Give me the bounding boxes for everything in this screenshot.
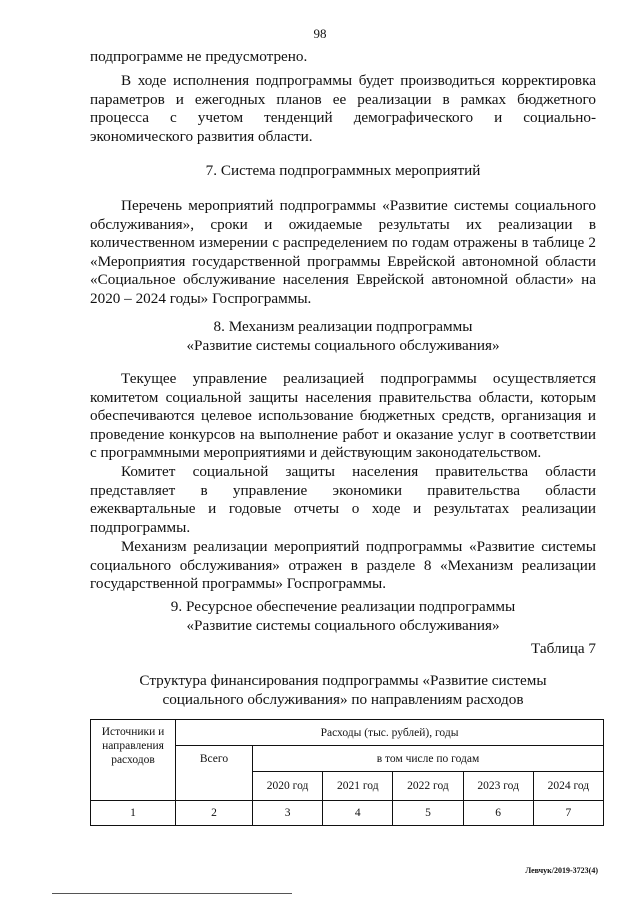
financing-table	[90, 719, 604, 826]
text-line: проведение конкурсов на выполнение работ и оказание услуг в соответствии	[90, 425, 596, 443]
text-line: подпрограммы.	[90, 518, 191, 536]
page-number: 98	[313, 26, 327, 41]
text-line: Текущее управление реализацией подпрограммы осуществляется	[121, 370, 596, 387]
column-number: 7	[533, 801, 603, 826]
header-by-years: в том числе по годам	[253, 746, 604, 772]
heading-line: 9. Ресурсное обеспечение реализации подпрограммы	[170, 598, 516, 615]
text-line: Перечень мероприятий подпрограммы «Развитие системы социального	[121, 197, 596, 214]
header-expenses: Расходы (тыс. рублей), годы	[176, 720, 604, 746]
text-line: обеспечиваются целевое использование бюджетных средств, организация и	[90, 407, 596, 425]
table-title	[90, 672, 596, 709]
text-line: ежеквартальные и годовые отчеты о ходе и результатах реализации	[90, 500, 596, 518]
text-line: с программными мероприятиями и действующим законодательством.	[90, 444, 542, 462]
header-year: 2021 год	[323, 772, 393, 801]
column-number: 3	[253, 801, 323, 826]
text-line: Комитет социальной защиты населения правительства области	[121, 463, 596, 480]
heading-line: «Развитие системы социального обслуживания»	[186, 336, 500, 354]
text-line: Механизм реализации мероприятий подпрограммы «Развитие системы	[121, 538, 596, 555]
paragraph-management	[90, 370, 596, 463]
text-line: 2020 – 2024 годы» Госпрограммы.	[90, 289, 312, 307]
header-sources: Источники и направления расходов	[91, 720, 176, 801]
document-code: Левчук/2019-3723(4)	[525, 866, 598, 875]
title-line: Структура финансирования подпрограммы «Развитие системы	[139, 672, 547, 689]
title-line: социального обслуживания» по направлениям расходов	[162, 690, 524, 708]
paragraph-continuation	[90, 48, 596, 67]
header-year: 2020 год	[253, 772, 323, 801]
paragraph-measures	[90, 197, 596, 309]
column-number: 5	[393, 801, 463, 826]
text-line: параметров и ежегодных планов ее реализации в рамках бюджетного	[90, 90, 596, 108]
header-year: 2022 год	[393, 772, 463, 801]
text-line: В ходе исполнения подпрограммы будет производиться корректировка	[121, 72, 596, 89]
section-9-heading	[90, 598, 596, 635]
column-number: 1	[91, 801, 176, 826]
header-year: 2023 год	[463, 772, 533, 801]
heading-line: 8. Механизм реализации подпрограммы	[213, 318, 473, 335]
paragraph-mechanism	[90, 538, 596, 594]
section-7-heading: 7. Система подпрограммных мероприятий	[205, 162, 481, 179]
text-line: «Социальное обслуживание населения Еврейской автономной области» на	[90, 271, 596, 289]
column-number: 4	[323, 801, 393, 826]
header-year: 2024 год	[533, 772, 603, 801]
paragraph-reporting	[90, 463, 596, 537]
footer-divider	[52, 893, 292, 894]
header-total: Всего	[176, 746, 253, 801]
text-line: комитетом социальной защиты населения правительства области, которым	[90, 388, 596, 406]
section-8-heading	[90, 318, 596, 355]
text-line: «Мероприятия государственной программы Еврейской автономной области	[90, 252, 596, 270]
table-row	[91, 801, 604, 826]
text-line: экономического развития области.	[90, 127, 313, 145]
text-line: государственной программы» Госпрограммы.	[90, 575, 386, 593]
text-line: подпрограмме не предусмотрено.	[90, 48, 308, 65]
heading-line: «Развитие системы социального обслуживания»	[186, 616, 500, 634]
paragraph-correction	[90, 72, 596, 146]
text-line: социального обслуживания» отражен в разделе 8 «Механизм реализации	[90, 556, 596, 574]
column-number: 2	[176, 801, 253, 826]
text-line: процесса с учетом тенденций демографического и социально-	[90, 109, 596, 127]
column-number: 6	[463, 801, 533, 826]
text-line: обслуживания», сроки и ожидаемые результаты их реализации в	[90, 215, 596, 233]
text-line: представляет в управление экономики правительства области	[90, 481, 596, 499]
text-line: количественном измерении с распределением по годам отражены в таблице 2	[90, 234, 596, 252]
table-label: Таблица 7	[531, 640, 596, 657]
